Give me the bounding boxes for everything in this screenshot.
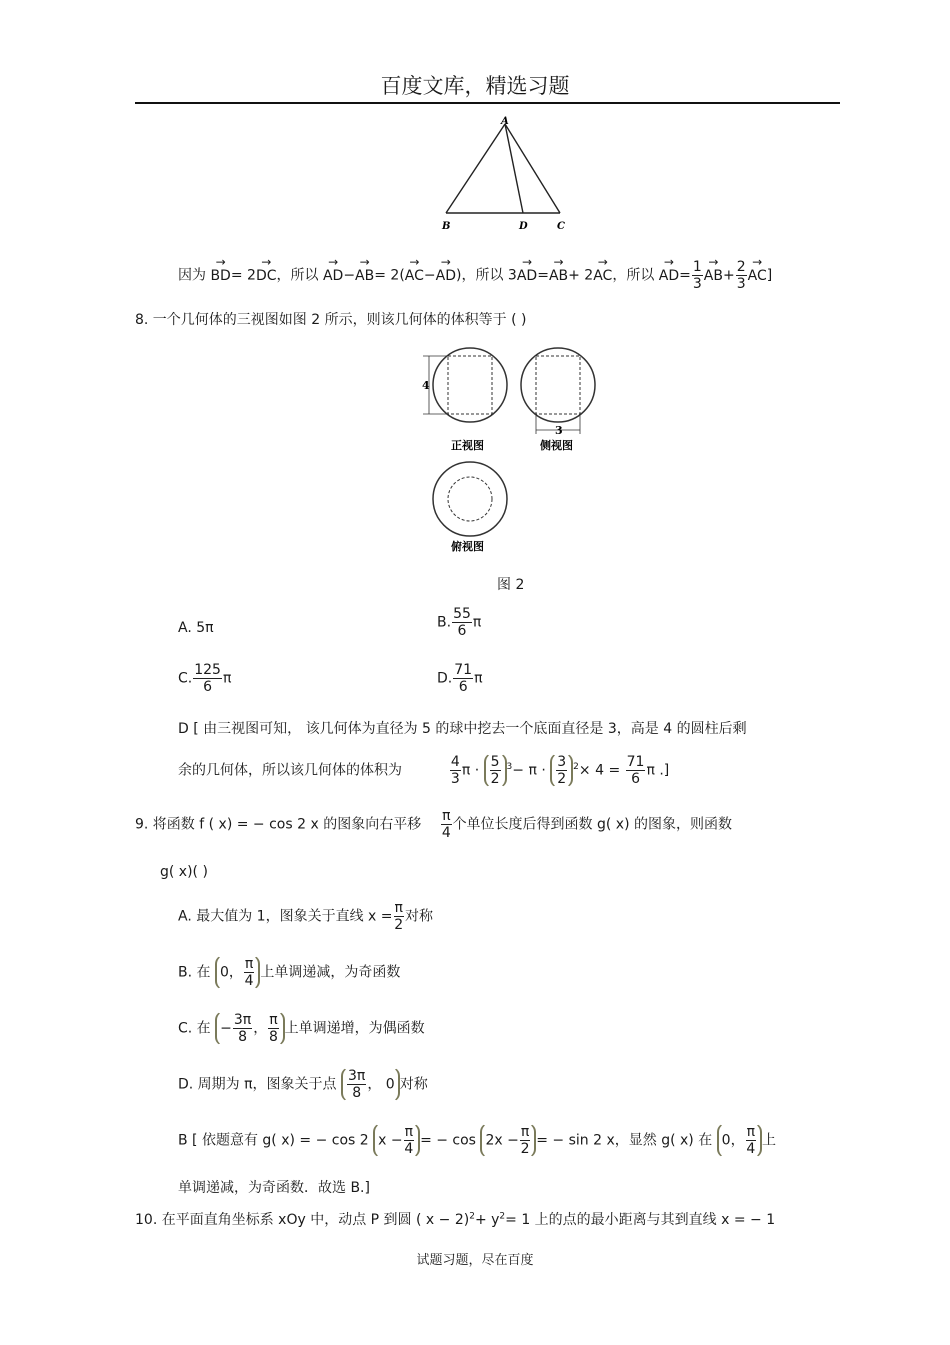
text: ，所以 (276, 267, 319, 284)
text: × 4 = (578, 762, 621, 779)
denominator: 6 (457, 623, 467, 640)
page-footer: 试题习题，尽在百度 (416, 1253, 534, 1268)
parenthesis-group (717, 1123, 762, 1158)
parenthesis-group (373, 1123, 420, 1158)
text: 对称 (399, 1076, 428, 1093)
q9-option-c (178, 1011, 425, 1046)
denominator: 6 (203, 679, 213, 696)
denominator: 2 (394, 917, 404, 934)
text: + (722, 267, 735, 284)
three-view-figure (415, 342, 605, 558)
denominator: 8 (238, 1029, 247, 1046)
text: ， 0 (367, 1076, 395, 1093)
q8-solution-line1: D [ 由三视图可知， 该几何体为直径为 5 的球中挖去一个底面直径是 3，高是 4 的圆柱后剩 (178, 721, 747, 737)
vector-ac: → AC (748, 268, 767, 284)
text: B [ 依题意有 g( x) = − cos 2 (178, 1132, 369, 1149)
text: 0， (721, 1132, 745, 1149)
q10-stem (135, 1209, 775, 1229)
text: = 2( (374, 267, 405, 284)
numerator: π (244, 956, 254, 972)
denominator: 6 (458, 679, 468, 696)
parenthesis-group (215, 955, 260, 990)
q8-option-d (437, 662, 483, 695)
label-d: D (519, 221, 528, 232)
fraction (404, 1124, 414, 1157)
text: = 1 上的点的最小距离与其到直线 x = − 1 (505, 1212, 776, 1228)
label-a: A (501, 116, 509, 127)
dim-4: 4 (422, 379, 430, 392)
text: 2x − (485, 1132, 519, 1149)
text: π .] (646, 762, 670, 779)
page-header: 百度文库，精选习题 (380, 74, 570, 98)
numerator: π (746, 1124, 756, 1140)
fraction (490, 754, 501, 787)
denominator: 2 (520, 1141, 530, 1158)
q9-stem (135, 808, 732, 841)
text: − (423, 267, 436, 284)
text: x − (378, 1132, 403, 1149)
fraction (452, 606, 472, 639)
vector-ad: → AD (323, 268, 343, 284)
denominator: 4 (441, 825, 451, 842)
text: B. 在 (178, 964, 211, 981)
denominator: 6 (631, 771, 641, 788)
text: π (472, 614, 482, 631)
text: )，所以 (456, 267, 504, 284)
exponent: 3 (506, 761, 513, 772)
option-label: B. (437, 614, 452, 631)
denominator: 4 (244, 973, 254, 990)
text: = (537, 267, 549, 284)
numerator: 1 (692, 259, 702, 275)
fraction (692, 259, 703, 292)
parenthesis-group (480, 1123, 536, 1158)
exponent: 2 (499, 1211, 506, 1222)
numerator: 71 (626, 754, 645, 770)
denominator: 3 (736, 276, 746, 293)
q7-solution (178, 259, 772, 292)
text: π · (461, 762, 480, 779)
text: = (679, 267, 691, 284)
option-label: C. (178, 670, 193, 687)
vector-dc: → DC (256, 268, 277, 284)
numerator: 3 (557, 754, 567, 770)
text: C. 在 (178, 1020, 211, 1037)
parenthesis-group (341, 1067, 400, 1102)
numerator: π (520, 1124, 530, 1140)
text: − π · (512, 762, 546, 779)
fraction (193, 662, 222, 695)
vector-ac: → AC (405, 268, 424, 284)
text: A. 最大值为 1，图象关于直线 x = (178, 908, 393, 925)
denominator: 8 (352, 1085, 362, 1102)
fraction (736, 259, 747, 292)
exponent: 2 (573, 761, 579, 772)
text: 9. 将函数 f ( x) = − cos 2 x 的图象向右平移 (135, 816, 422, 833)
fraction (520, 1124, 530, 1157)
text: 上 (762, 1132, 777, 1149)
q8-option-a: A. 5π (178, 620, 214, 636)
q9-option-d (178, 1067, 428, 1102)
text: 因为 (178, 267, 206, 284)
text: 余的几何体，所以该几何体的体积为 (178, 762, 402, 779)
q9-solution-line1 (178, 1123, 776, 1158)
numerator: π (404, 1124, 414, 1140)
fraction (441, 808, 451, 841)
vector-ac: → AC (593, 268, 612, 284)
text: 3 (507, 267, 517, 284)
parenthesis-group (215, 1011, 285, 1046)
parenthesis-group (550, 753, 573, 788)
denominator: 3 (450, 771, 460, 788)
exponent: 2 (469, 1211, 475, 1222)
text: = − cos (420, 1132, 476, 1149)
q8-stem: 8. 一个几何体的三视图如图 2 所示，则该几何体的体积等于 ( ) (135, 312, 527, 328)
numerator: π (394, 900, 403, 916)
numerator: 4 (450, 754, 460, 770)
numerator: 3π (233, 1012, 252, 1028)
fraction (347, 1068, 366, 1101)
numerator: π (442, 808, 451, 824)
fraction (626, 754, 646, 787)
denominator: 4 (404, 1141, 414, 1158)
q8-option-c (178, 662, 231, 695)
parenthesis-group (484, 753, 507, 788)
top-view-label: 俯视图 (451, 540, 484, 553)
fraction (556, 754, 567, 787)
fraction (746, 1124, 756, 1157)
text: 对称 (404, 908, 433, 925)
label-b: B (442, 221, 451, 232)
denominator: 3 (692, 276, 702, 293)
side-view-label: 侧视图 (540, 439, 573, 452)
text: + 2 (568, 267, 594, 284)
option-label: D. (437, 670, 453, 687)
denominator: 2 (557, 771, 567, 788)
triangle-figure (430, 112, 580, 237)
vector-ab: → AB (704, 268, 723, 284)
numerator: 3π (348, 1068, 366, 1084)
text: ] (766, 267, 773, 284)
numerator: π (269, 1012, 278, 1028)
vector-ab: → AB (355, 268, 374, 284)
fraction (233, 1012, 252, 1045)
front-view-label: 正视图 (451, 439, 484, 452)
q8-option-b (437, 606, 481, 639)
denominator: 2 (490, 771, 500, 788)
text: ， (253, 1020, 268, 1037)
q9-option-b (178, 955, 400, 990)
fraction (394, 900, 404, 933)
numerator: 71 (454, 662, 473, 678)
q9-solution-line2: 单调递减，为奇函数．故选 B.] (178, 1180, 370, 1196)
q9-option-a (178, 900, 433, 933)
vector-ad: → AD (517, 268, 537, 284)
text: ，所以 (612, 267, 655, 284)
text: π (474, 670, 483, 687)
text: 上单调递减，为奇函数 (260, 964, 401, 981)
dim-3: 3 (555, 424, 563, 437)
fraction (450, 754, 461, 787)
q8-solution-line2 (178, 753, 669, 788)
denominator: 4 (746, 1141, 756, 1158)
fraction (244, 956, 254, 989)
vector-bd: → BD (210, 268, 230, 284)
text: + y (474, 1212, 500, 1228)
text: 0， (219, 964, 243, 981)
fraction (453, 662, 473, 695)
text: − (343, 267, 356, 284)
figure-caption: 图 2 (497, 577, 525, 593)
vector-ad: → AD (436, 268, 456, 284)
text: 上单调递增，为偶函数 (284, 1020, 425, 1037)
vector-ad: → AD (659, 268, 679, 284)
text: π (222, 670, 232, 687)
label-c: C (557, 221, 565, 232)
vector-ab: → AB (549, 268, 568, 284)
numerator: 5 (490, 754, 500, 770)
text: 个单位长度后得到函数 g( x) 的图象，则函数 (452, 816, 733, 833)
text: − (220, 1020, 232, 1037)
denominator: 8 (268, 1029, 278, 1046)
header-rule (135, 102, 840, 104)
text: = − sin 2 x，显然 g( x) 在 (536, 1132, 713, 1149)
numerator: 2 (736, 259, 746, 275)
numerator: 125 (194, 662, 221, 678)
text: D. 周期为 π，图象关于点 (178, 1076, 337, 1093)
q9-stem-line2: g( x)( ) (160, 864, 208, 880)
numerator: 55 (453, 606, 471, 622)
fraction (268, 1012, 278, 1045)
text: = 2 (230, 267, 256, 284)
text: 10. 在平面直角坐标系 xOy 中，动点 P 到圆 ( x − 2) (135, 1212, 470, 1228)
